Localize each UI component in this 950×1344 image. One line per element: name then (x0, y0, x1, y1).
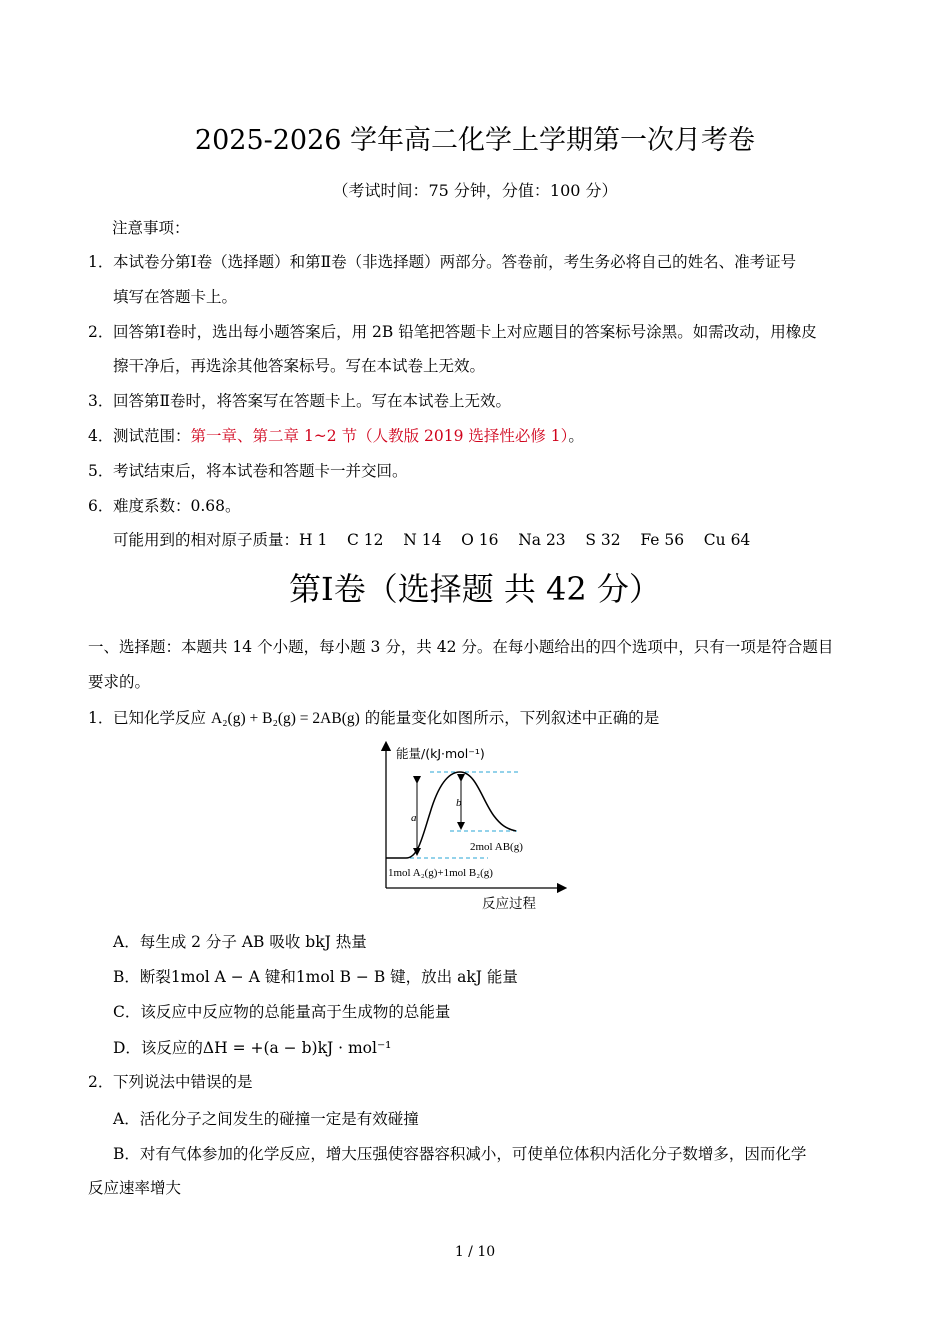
page-number: 1 / 10 (454, 1244, 496, 1260)
notice-5-line1: 考试结束后，将本试卷和答题卡一并交回。 (113, 462, 408, 480)
section-title: 第Ⅰ卷（选择题 共 42 分） (289, 570, 661, 608)
q1-option-c: C．该反应中反应物的总能量高于生成物的总能量 (113, 1003, 451, 1021)
q1-num: 1． (88, 709, 114, 727)
section-intro-line1: 一、选择题：本题共 14 个小题，每小题 3 分，共 42 分。在每小题给出的四个选项中，只有一项是符合题目 (88, 638, 834, 656)
notice-4-prefix: 测试范围： (113, 427, 191, 445)
notice-6-line1: 难度系数：0.68。 (113, 497, 241, 515)
product-label: 2mol AB(g) (470, 841, 523, 853)
x-axis-label: 反应过程 (482, 896, 536, 912)
notice-4-text (113, 426, 584, 446)
q2-num: 2． (88, 1073, 114, 1091)
q2-stem: 下列说法中错误的是 (113, 1073, 253, 1091)
notice-6-num: 6． (88, 497, 114, 515)
q2-option-b-cont: 反应速率增大 (88, 1179, 182, 1197)
notice-4-suffix: 。 (568, 427, 584, 445)
notice-2-num: 2． (88, 323, 114, 341)
notice-2-line1: 回答第Ⅰ卷时，选出每小题答案后，用 2B 铅笔把答题卡上对应题目的答案标号涂黑。如需改动，用橡皮 (113, 323, 817, 341)
q1-stem (113, 708, 659, 729)
exam-title: 2025-2026 学年高二化学上学期第一次月考卷 (194, 125, 756, 156)
y-axis-label: 能量/(kJ·mol⁻¹) (396, 746, 485, 761)
atomic-masses: 可能用到的相对原子质量：H 1 C 12 N 14 O 16 Na 23 S 32 Fe 56 Cu 64 (113, 531, 751, 549)
notice-heading: 注意事项： (112, 219, 190, 237)
notice-5-num: 5． (88, 462, 114, 480)
notice-2-line2: 擦干净后，再选涂其他答案标号。写在本试卷上无效。 (113, 357, 486, 375)
notice-1-num: 1． (88, 253, 114, 271)
label-a: a (411, 812, 417, 824)
q1-stem-post: 的能量变化如图所示，下列叙述中正确的是 (364, 709, 660, 727)
test-scope: 第一章、第二章 1~2 节（人教版 2019 选择性必修 1） (190, 427, 569, 445)
q2-option-b: B．对有气体参加的化学反应，增大压强使容器容积减小，可使单位体积内活化分子数增多，因而化学 (113, 1145, 807, 1163)
section-intro-line2: 要求的。 (88, 673, 151, 691)
label-b: b (456, 797, 462, 809)
q1-equation: A₂(g) + B₂(g) = 2AB(g) (210, 710, 360, 727)
notice-1-line2: 填写在答题卡上。 (113, 288, 238, 306)
energy-diagram (370, 738, 580, 916)
exam-subtitle: （考试时间：75 分钟，分值：100 分） (332, 181, 618, 200)
q1-option-a: A．每生成 2 分子 AB 吸收 bkJ 热量 (113, 933, 367, 951)
q2-option-a: A．活化分子之间发生的碰撞一定是有效碰撞 (113, 1110, 419, 1128)
q1-option-d: D．该反应的ΔH = +(a − b)kJ · mol⁻¹ (113, 1039, 392, 1057)
notice-4-num: 4． (88, 427, 114, 445)
q1-option-b: B．断裂1mol A − A 键和1mol B − B 键，放出 akJ 能量 (113, 968, 518, 986)
q1-stem-pre: 已知化学反应 (113, 709, 207, 727)
notice-3-line1: 回答第Ⅱ卷时，将答案写在答题卡上。写在本试卷上无效。 (113, 392, 512, 410)
notice-1-line1: 本试卷分第Ⅰ卷（选择题）和第Ⅱ卷（非选择题）两部分。答卷前，考生务必将自己的姓名、准考证号 (113, 253, 797, 271)
reactant-label: 1mol A₂(g)+1mol B₂(g) (388, 867, 493, 879)
notice-3-num: 3． (88, 392, 114, 410)
